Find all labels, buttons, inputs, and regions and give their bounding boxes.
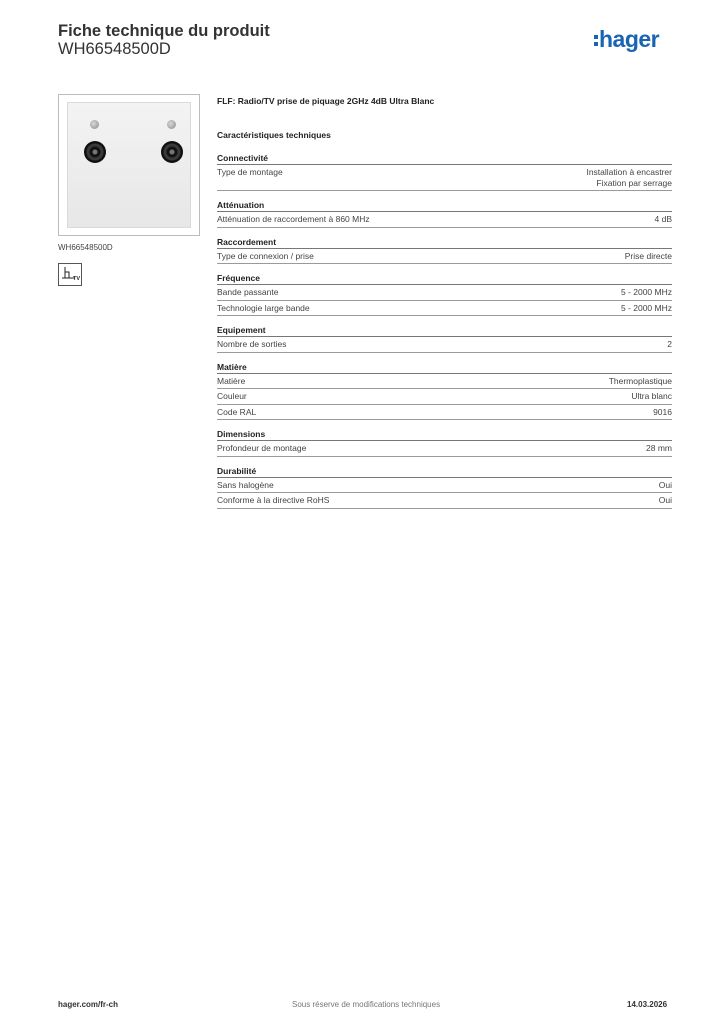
coax-socket-left-icon [84,141,106,163]
spec-value-line: 9016 [653,406,672,417]
spec-label: Type de montage [217,167,283,177]
image-caption: WH66548500D [58,243,113,252]
spec-row [217,493,672,509]
tv-symbol-label: TV [73,276,81,282]
spec-section-title: Equipement [217,325,672,337]
screw-right-icon [167,120,176,129]
spec-label: Sans halogène [217,479,274,490]
spec-section [217,325,672,353]
spec-section [217,153,672,191]
logo-dots-icon [594,32,598,49]
spec-value [625,251,672,262]
spec-label: Profondeur de montage [217,443,307,453]
footer-date: 14.03.2026 [627,1000,668,1009]
spec-row [217,249,672,265]
spec-row [217,389,672,405]
spec-label: Atténuation de raccordement à 860 MHz [217,214,370,224]
spec-value-line: Fixation par serrage [596,177,672,188]
tv-outlet-symbol-icon [58,263,82,286]
spec-row [217,285,672,301]
spec-value-line: 5 - 2000 MHz [620,287,672,297]
spec-label: Technologie large bande [217,302,310,313]
product-image [58,94,200,236]
spec-value-line: Installation à encastrer [586,167,672,177]
spec-label: Type de connexion / prise [217,250,314,261]
spec-row [217,478,672,494]
spec-label: Bande passante [217,287,279,297]
spec-label: Conforme à la directive RoHS [217,495,330,505]
spec-value-line: Thermoplastique [608,375,672,386]
spec-section-title: Raccordement [217,237,672,249]
coax-socket-right-icon [161,141,183,163]
spec-value [646,443,672,454]
spec-value [621,287,672,298]
specs-heading: Caractéristiques techniques [217,130,331,140]
product-details [217,96,672,509]
spec-section-title: Dimensions [217,429,672,441]
spec-value-line: Oui [658,479,672,490]
socket-plate [67,102,191,228]
spec-label: Matière [217,375,246,386]
spec-row [217,374,672,390]
spec-value-line: 2 [667,339,672,349]
spec-section [217,429,672,457]
spec-label: Code RAL [217,406,257,417]
spec-sections [217,153,672,509]
screw-left-icon [90,120,99,129]
spec-value [655,214,673,225]
product-title: FLF: Radio/TV prise de piquage 2GHz 4dB Ultra Blanc [217,96,435,106]
spec-value [621,303,672,314]
spec-section [217,237,672,265]
spec-section [217,362,672,421]
spec-value [631,391,672,402]
spec-value-line: 28 mm [646,443,672,453]
spec-value [659,480,672,491]
spec-section-title: Durabilité [217,466,672,478]
spec-value [609,376,672,387]
spec-section-title: Matière [217,362,672,374]
spec-section-title: Connectivité [217,153,672,165]
hager-logo [594,26,659,53]
footer-disclaimer: Sous réserve de modifications techniques [292,1000,441,1009]
spec-row [217,405,672,421]
spec-value [667,339,672,350]
spec-section-title: Atténuation [217,200,672,212]
spec-value [659,495,672,506]
spec-label: Nombre de sorties [217,339,287,349]
spec-value-line: Oui [658,495,672,505]
logo-text: hager [599,26,660,52]
spec-row [217,212,672,228]
spec-value-line: Prise directe [624,250,672,261]
spec-row [217,441,672,457]
spec-section [217,273,672,316]
spec-section [217,200,672,228]
spec-value-line: Ultra blanc [631,391,672,401]
spec-section-title: Fréquence [217,273,672,285]
spec-row [217,301,672,317]
spec-value [653,407,672,418]
product-reference: WH66548500D [58,40,171,58]
spec-label: Couleur [217,391,247,401]
footer-website: hager.com/fr-ch [58,1000,119,1009]
spec-row [217,337,672,353]
spec-value [586,167,672,188]
spec-value-line: 4 dB [654,214,672,224]
spec-section [217,466,672,509]
page-title: Fiche technique du produit [58,22,270,40]
spec-value-line: 5 - 2000 MHz [620,302,672,313]
spec-row [217,165,672,191]
